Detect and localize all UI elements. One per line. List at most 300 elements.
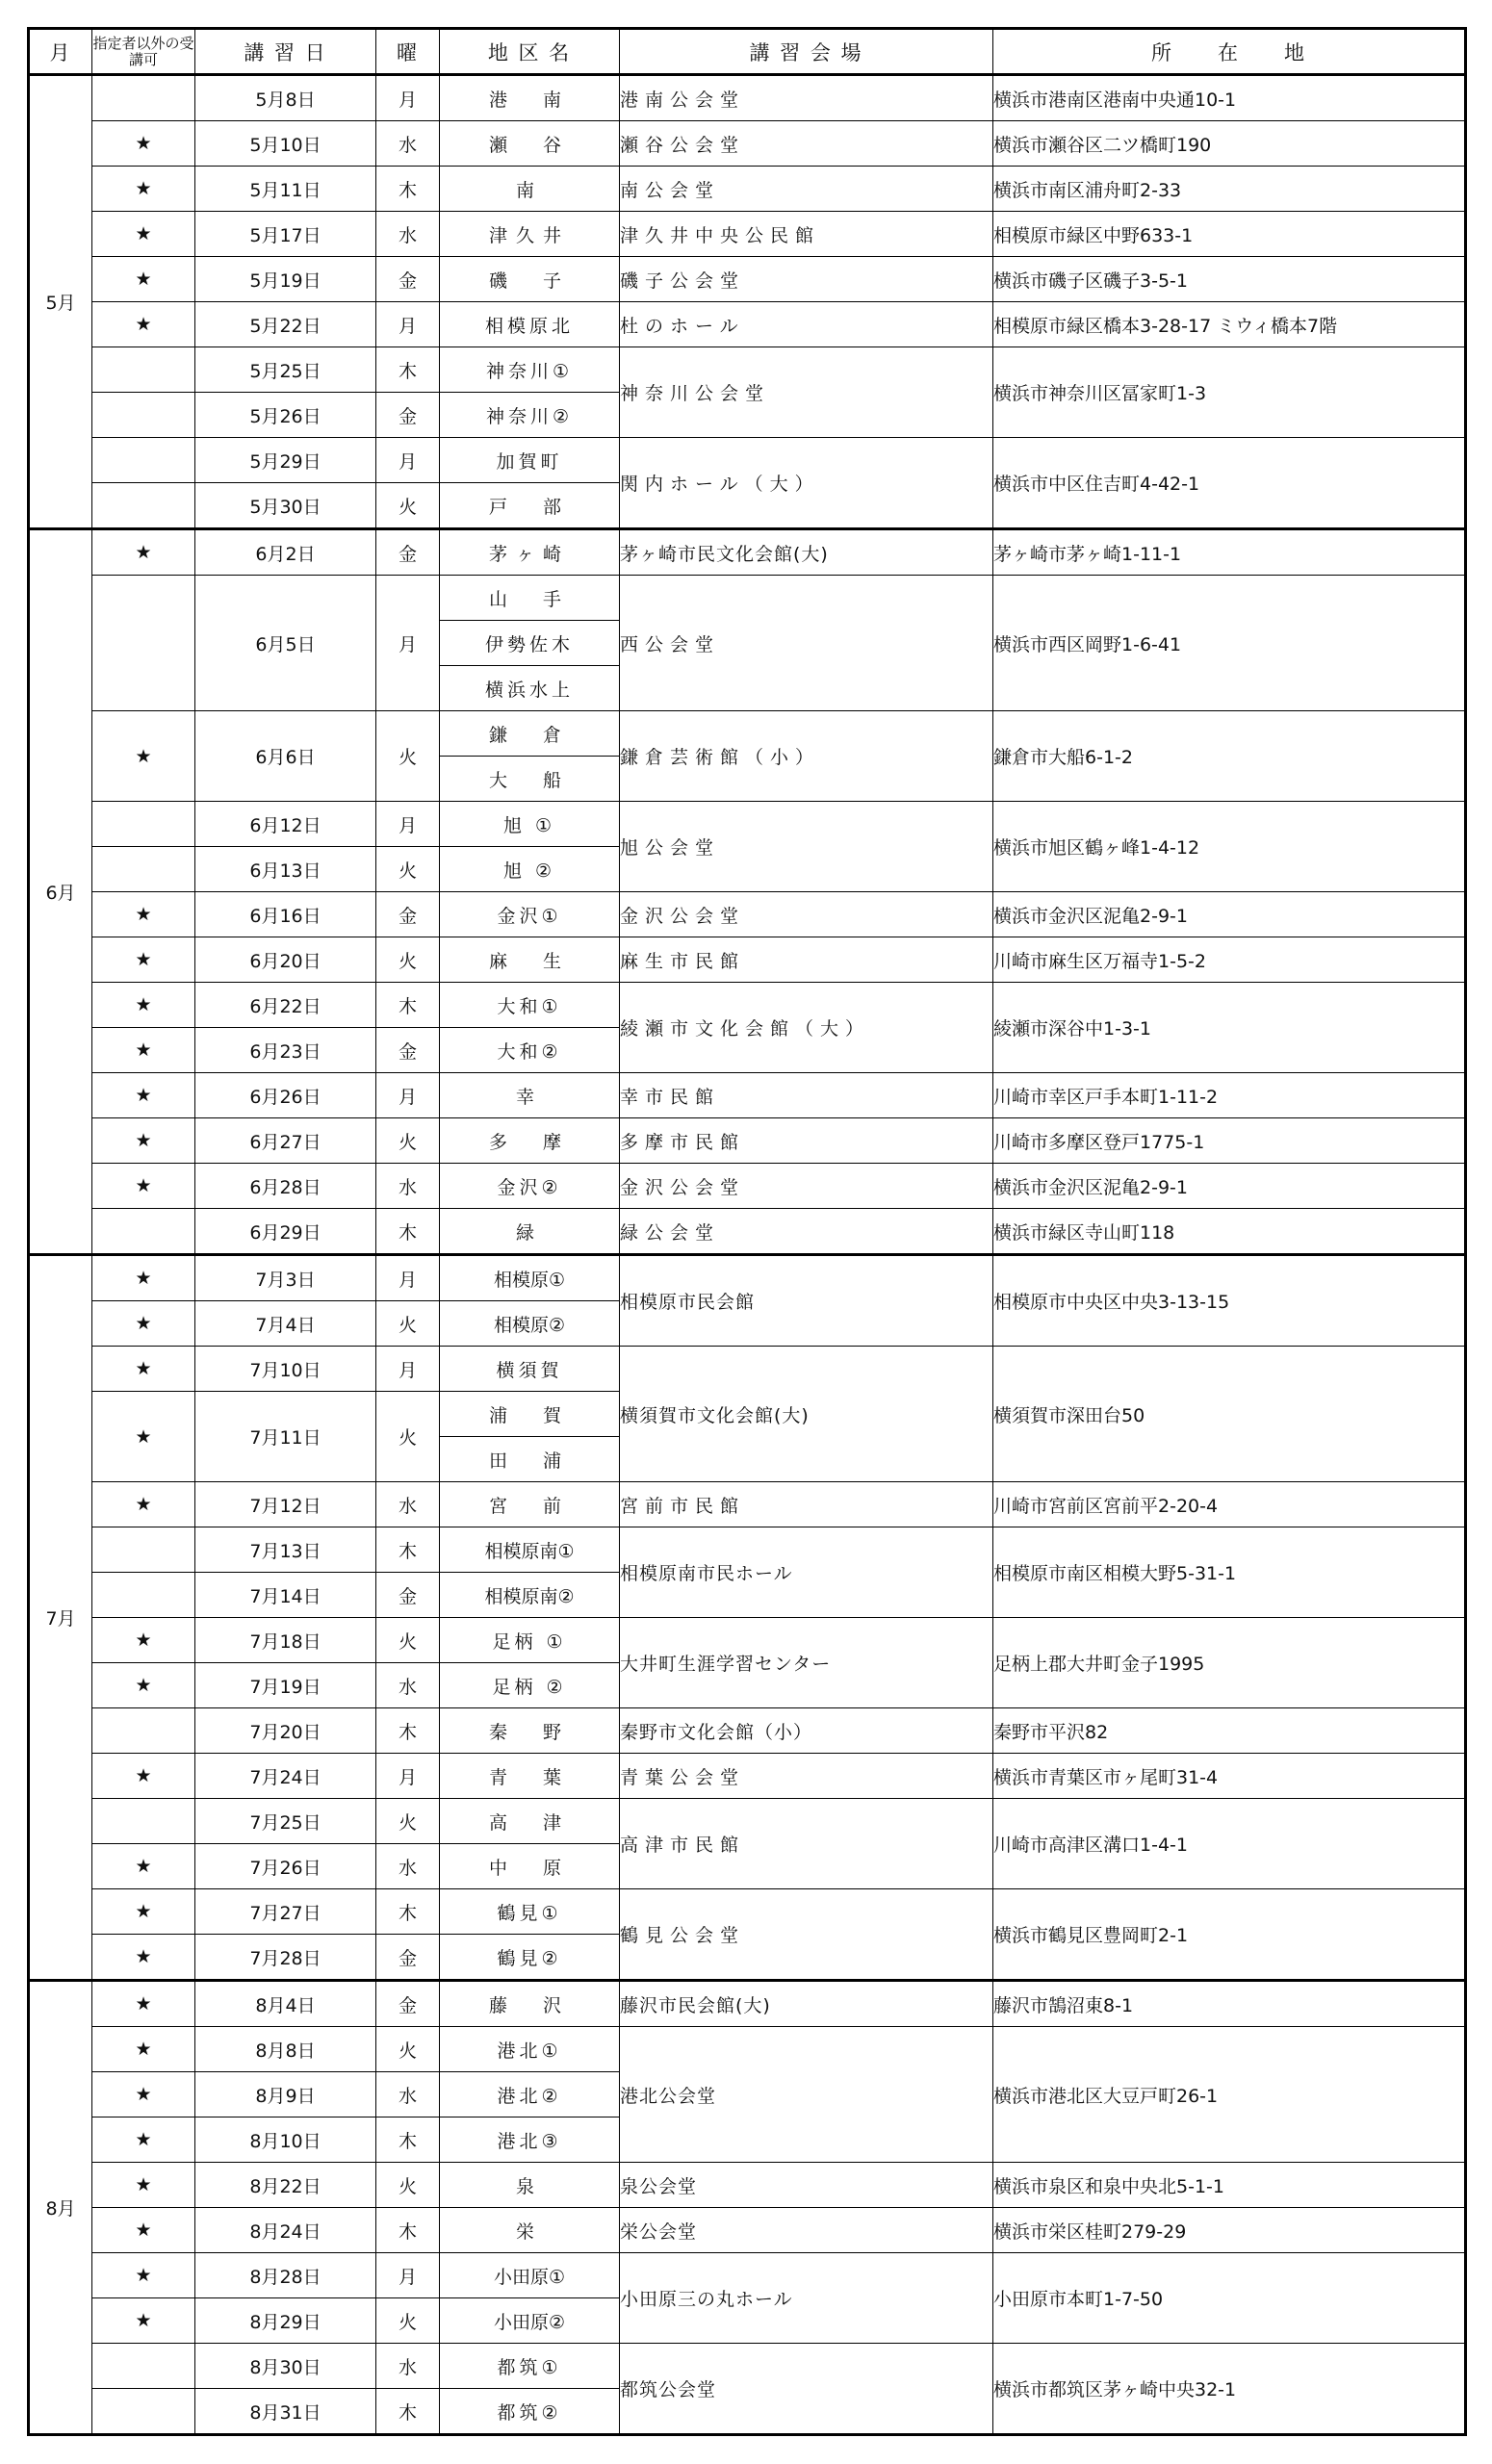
venue-cell: 鎌倉芸術館（小）: [620, 711, 993, 802]
star-mark: ★: [92, 1482, 195, 1527]
date-cell: 8月10日: [195, 2118, 376, 2163]
header-dow: 曜: [376, 29, 440, 75]
date-cell: 5月22日: [195, 302, 376, 347]
date-cell: 7月24日: [195, 1754, 376, 1799]
date-cell: 5月29日: [195, 438, 376, 483]
venue-cell: 緑公会堂: [620, 1209, 993, 1255]
venue-cell: 麻生市民館: [620, 937, 993, 983]
date-cell: 8月24日: [195, 2208, 376, 2253]
address-cell: 横浜市青葉区市ヶ尾町31-4: [993, 1754, 1466, 1799]
district-cell: 港北①: [440, 2027, 620, 2072]
star-mark: ★: [92, 1118, 195, 1164]
date-cell: 6月2日: [195, 529, 376, 576]
venue-cell: 港北公会堂: [620, 2027, 993, 2163]
district-cell: 神奈川②: [440, 393, 620, 438]
date-cell: 6月22日: [195, 983, 376, 1028]
header-date: 講 習 日: [195, 29, 376, 75]
venue-cell: 相模原南市民ホール: [620, 1527, 993, 1618]
star-mark: ★: [92, 167, 195, 212]
district-cell: 港 南: [440, 75, 620, 121]
star-mark: [92, 1708, 195, 1754]
district-cell: 茅ヶ崎: [440, 529, 620, 576]
address-cell: 秦野市平沢82: [993, 1708, 1466, 1754]
district-cell: 藤 沢: [440, 1981, 620, 2027]
venue-cell: 関内ホール（大）: [620, 438, 993, 529]
table-row: [29, 529, 1466, 576]
venue-cell: 港南公会堂: [620, 75, 993, 121]
star-mark: ★: [92, 711, 195, 802]
district-cell: 秦 野: [440, 1708, 620, 1754]
dow-cell: 月: [376, 1073, 440, 1118]
star-mark: ★: [92, 2298, 195, 2344]
district-cell: 田 浦: [440, 1437, 620, 1482]
date-cell: 6月13日: [195, 847, 376, 892]
table-row: [29, 1981, 1466, 2027]
district-cell: 麻 生: [440, 937, 620, 983]
dow-cell: 月: [376, 1754, 440, 1799]
address-cell: 横浜市金沢区泥亀2-9-1: [993, 1164, 1466, 1209]
star-mark: ★: [92, 529, 195, 576]
star-mark: ★: [92, 212, 195, 257]
star-mark: ★: [92, 2027, 195, 2072]
dow-cell: 火: [376, 1618, 440, 1663]
table-row: [29, 2344, 1466, 2389]
district-cell: 磯 子: [440, 257, 620, 302]
address-cell: 横浜市鶴見区豊岡町2-1: [993, 1889, 1466, 1981]
dow-cell: 木: [376, 347, 440, 393]
venue-cell: 神奈川公会堂: [620, 347, 993, 438]
dow-cell: 水: [376, 212, 440, 257]
table-row: [29, 75, 1466, 121]
dow-cell: 月: [376, 576, 440, 711]
star-mark: ★: [92, 892, 195, 937]
star-mark: ★: [92, 1981, 195, 2027]
dow-cell: 月: [376, 1255, 440, 1301]
venue-cell: 相模原市民会館: [620, 1255, 993, 1347]
table-row: [29, 347, 1466, 393]
date-cell: 8月4日: [195, 1981, 376, 2027]
star-mark: ★: [92, 2118, 195, 2163]
table-row: [29, 892, 1466, 937]
table-row: [29, 1618, 1466, 1663]
dow-cell: 金: [376, 892, 440, 937]
star-mark: ★: [92, 1301, 195, 1347]
address-cell: 横浜市金沢区泥亀2-9-1: [993, 892, 1466, 937]
venue-cell: 旭公会堂: [620, 802, 993, 892]
dow-cell: 火: [376, 1118, 440, 1164]
header-row: [29, 29, 1466, 75]
venue-cell: 鶴見公会堂: [620, 1889, 993, 1981]
header-address: 所 在 地: [993, 29, 1466, 75]
dow-cell: 水: [376, 1164, 440, 1209]
district-cell: 栄: [440, 2208, 620, 2253]
venue-cell: 大井町生涯学習センター: [620, 1618, 993, 1708]
venue-cell: 西公会堂: [620, 576, 993, 711]
schedule-sheet: [27, 27, 1467, 2436]
venue-cell: 杜のホール: [620, 302, 993, 347]
district-cell: 幸: [440, 1073, 620, 1118]
table-row: [29, 121, 1466, 167]
dow-cell: 木: [376, 1209, 440, 1255]
star-mark: ★: [92, 1028, 195, 1073]
table-row: [29, 711, 1466, 757]
table-row: [29, 257, 1466, 302]
venue-cell: 瀬谷公会堂: [620, 121, 993, 167]
date-cell: 7月26日: [195, 1844, 376, 1889]
date-cell: 8月31日: [195, 2389, 376, 2435]
date-cell: 6月26日: [195, 1073, 376, 1118]
header-other-attendees: 指定者以外の受講可: [92, 29, 195, 75]
month-cell: 7月: [29, 1255, 92, 1981]
star-mark: [92, 576, 195, 711]
dow-cell: 火: [376, 1799, 440, 1844]
table-row: [29, 1209, 1466, 1255]
star-mark: ★: [92, 1347, 195, 1392]
dow-cell: 火: [376, 711, 440, 802]
star-mark: ★: [92, 302, 195, 347]
address-cell: 横須賀市深田台50: [993, 1347, 1466, 1482]
dow-cell: 水: [376, 121, 440, 167]
star-mark: ★: [92, 2072, 195, 2118]
dow-cell: 金: [376, 257, 440, 302]
date-cell: 7月11日: [195, 1392, 376, 1482]
dow-cell: 金: [376, 1981, 440, 2027]
venue-cell: 津久井中央公民館: [620, 212, 993, 257]
date-cell: 8月22日: [195, 2163, 376, 2208]
dow-cell: 月: [376, 802, 440, 847]
table-row: [29, 2253, 1466, 2298]
star-mark: ★: [92, 937, 195, 983]
star-mark: ★: [92, 2208, 195, 2253]
date-cell: 6月27日: [195, 1118, 376, 1164]
district-cell: 南: [440, 167, 620, 212]
star-mark: ★: [92, 1663, 195, 1708]
header-month: 月: [29, 29, 92, 75]
dow-cell: 木: [376, 1889, 440, 1935]
dow-cell: 木: [376, 2208, 440, 2253]
dow-cell: 水: [376, 2072, 440, 2118]
venue-cell: 綾瀬市文化会館（大）: [620, 983, 993, 1073]
district-cell: 鶴見②: [440, 1935, 620, 1981]
dow-cell: 木: [376, 1708, 440, 1754]
schedule-table: [27, 27, 1467, 2436]
district-cell: 緑: [440, 1209, 620, 1255]
district-cell: 相模原北: [440, 302, 620, 347]
district-cell: 小田原①: [440, 2253, 620, 2298]
date-cell: 5月30日: [195, 483, 376, 529]
date-cell: 8月28日: [195, 2253, 376, 2298]
star-mark: [92, 438, 195, 483]
dow-cell: 木: [376, 1527, 440, 1573]
district-cell: 旭 ②: [440, 847, 620, 892]
star-mark: ★: [92, 1889, 195, 1935]
date-cell: 7月10日: [195, 1347, 376, 1392]
header-district: 地 区 名: [440, 29, 620, 75]
district-cell: 都筑②: [440, 2389, 620, 2435]
star-mark: [92, 75, 195, 121]
address-cell: 足柄上郡大井町金子1995: [993, 1618, 1466, 1708]
venue-cell: 高津市民館: [620, 1799, 993, 1889]
venue-cell: 栄公会堂: [620, 2208, 993, 2253]
date-cell: 5月25日: [195, 347, 376, 393]
address-cell: 茅ヶ崎市茅ヶ崎1-11-1: [993, 529, 1466, 576]
table-row: [29, 438, 1466, 483]
district-cell: 金沢②: [440, 1164, 620, 1209]
star-mark: ★: [92, 1754, 195, 1799]
address-cell: 横浜市神奈川区冨家町1-3: [993, 347, 1466, 438]
date-cell: 8月9日: [195, 2072, 376, 2118]
address-cell: 横浜市港北区大豆戸町26-1: [993, 2027, 1466, 2163]
date-cell: 6月29日: [195, 1209, 376, 1255]
dow-cell: 金: [376, 393, 440, 438]
star-mark: [92, 1209, 195, 1255]
address-cell: 相模原市緑区中野633-1: [993, 212, 1466, 257]
address-cell: 鎌倉市大船6-1-2: [993, 711, 1466, 802]
date-cell: 7月12日: [195, 1482, 376, 1527]
table-row: [29, 1073, 1466, 1118]
address-cell: 横浜市泉区和泉中央北5-1-1: [993, 2163, 1466, 2208]
dow-cell: 金: [376, 1935, 440, 1981]
dow-cell: 金: [376, 529, 440, 576]
star-mark: [92, 393, 195, 438]
dow-cell: 火: [376, 483, 440, 529]
date-cell: 6月28日: [195, 1164, 376, 1209]
date-cell: 7月13日: [195, 1527, 376, 1573]
star-mark: ★: [92, 1844, 195, 1889]
address-cell: 川崎市幸区戸手本町1-11-2: [993, 1073, 1466, 1118]
dow-cell: 火: [376, 1392, 440, 1482]
district-cell: 鶴見①: [440, 1889, 620, 1935]
month-cell: 8月: [29, 1981, 92, 2435]
dow-cell: 火: [376, 847, 440, 892]
dow-cell: 水: [376, 2344, 440, 2389]
district-cell: 戸 部: [440, 483, 620, 529]
venue-cell: 幸市民館: [620, 1073, 993, 1118]
district-cell: 神奈川①: [440, 347, 620, 393]
date-cell: 7月28日: [195, 1935, 376, 1981]
dow-cell: 火: [376, 937, 440, 983]
date-cell: 6月5日: [195, 576, 376, 711]
date-cell: 7月20日: [195, 1708, 376, 1754]
address-cell: 綾瀬市深谷中1-3-1: [993, 983, 1466, 1073]
month-cell: 5月: [29, 75, 92, 529]
header-venue: 講 習 会 場: [620, 29, 993, 75]
venue-cell: 藤沢市民会館(大): [620, 1981, 993, 2027]
dow-cell: 火: [376, 1301, 440, 1347]
date-cell: 5月19日: [195, 257, 376, 302]
date-cell: 5月8日: [195, 75, 376, 121]
date-cell: 5月17日: [195, 212, 376, 257]
date-cell: 8月8日: [195, 2027, 376, 2072]
table-row: [29, 1482, 1466, 1527]
district-cell: 都筑①: [440, 2344, 620, 2389]
venue-cell: 小田原三の丸ホール: [620, 2253, 993, 2344]
district-cell: 港北③: [440, 2118, 620, 2163]
star-mark: [92, 847, 195, 892]
dow-cell: 火: [376, 2027, 440, 2072]
table-row: [29, 1799, 1466, 1844]
date-cell: 6月23日: [195, 1028, 376, 1073]
star-mark: [92, 802, 195, 847]
table-row: [29, 983, 1466, 1028]
dow-cell: 水: [376, 1844, 440, 1889]
district-cell: 浦 賀: [440, 1392, 620, 1437]
star-mark: ★: [92, 983, 195, 1028]
date-cell: 5月10日: [195, 121, 376, 167]
district-cell: 大 船: [440, 757, 620, 802]
district-cell: 足柄 ②: [440, 1663, 620, 1708]
star-mark: ★: [92, 1255, 195, 1301]
district-cell: 中 原: [440, 1844, 620, 1889]
venue-cell: 青葉公会堂: [620, 1754, 993, 1799]
address-cell: 横浜市港南区港南中央通10-1: [993, 75, 1466, 121]
address-cell: 横浜市南区浦舟町2-33: [993, 167, 1466, 212]
dow-cell: 金: [376, 1028, 440, 1073]
table-row: [29, 2208, 1466, 2253]
star-mark: ★: [92, 1164, 195, 1209]
table-row: [29, 1527, 1466, 1573]
dow-cell: 水: [376, 1482, 440, 1527]
address-cell: 相模原市中央区中央3-13-15: [993, 1255, 1466, 1347]
address-cell: 川崎市麻生区万福寺1-5-2: [993, 937, 1466, 983]
district-cell: 相模原②: [440, 1301, 620, 1347]
venue-cell: 多摩市民館: [620, 1118, 993, 1164]
star-mark: ★: [92, 1935, 195, 1981]
address-cell: 川崎市多摩区登戸1775-1: [993, 1118, 1466, 1164]
date-cell: 7月19日: [195, 1663, 376, 1708]
dow-cell: 木: [376, 167, 440, 212]
district-cell: 横須賀: [440, 1347, 620, 1392]
district-cell: 加賀町: [440, 438, 620, 483]
dow-cell: 木: [376, 983, 440, 1028]
date-cell: 7月25日: [195, 1799, 376, 1844]
star-mark: [92, 1527, 195, 1573]
date-cell: 7月18日: [195, 1618, 376, 1663]
star-mark: ★: [92, 2163, 195, 2208]
address-cell: 川崎市宮前区宮前平2-20-4: [993, 1482, 1466, 1527]
star-mark: ★: [92, 121, 195, 167]
district-cell: 足柄 ①: [440, 1618, 620, 1663]
dow-cell: 月: [376, 2253, 440, 2298]
district-cell: 横浜水上: [440, 666, 620, 711]
star-mark: [92, 1799, 195, 1844]
date-cell: 6月16日: [195, 892, 376, 937]
dow-cell: 金: [376, 1573, 440, 1618]
district-cell: 伊勢佐木: [440, 621, 620, 666]
star-mark: ★: [92, 1618, 195, 1663]
month-cell: 6月: [29, 529, 92, 1255]
date-cell: 7月27日: [195, 1889, 376, 1935]
star-mark: ★: [92, 257, 195, 302]
table-row: [29, 576, 1466, 621]
dow-cell: 水: [376, 1663, 440, 1708]
table-row: [29, 1347, 1466, 1392]
address-cell: 相模原市南区相模大野5-31-1: [993, 1527, 1466, 1618]
address-cell: 横浜市栄区桂町279-29: [993, 2208, 1466, 2253]
district-cell: 小田原②: [440, 2298, 620, 2344]
table-row: [29, 1164, 1466, 1209]
table-row: [29, 1754, 1466, 1799]
district-cell: 大和②: [440, 1028, 620, 1073]
address-cell: 藤沢市鵠沼東8-1: [993, 1981, 1466, 2027]
date-cell: 7月14日: [195, 1573, 376, 1618]
district-cell: 相模原①: [440, 1255, 620, 1301]
dow-cell: 月: [376, 75, 440, 121]
address-cell: 小田原市本町1-7-50: [993, 2253, 1466, 2344]
dow-cell: 月: [376, 302, 440, 347]
district-cell: 大和①: [440, 983, 620, 1028]
district-cell: 瀬 谷: [440, 121, 620, 167]
district-cell: 宮 前: [440, 1482, 620, 1527]
venue-cell: 泉公会堂: [620, 2163, 993, 2208]
date-cell: 8月30日: [195, 2344, 376, 2389]
date-cell: 7月4日: [195, 1301, 376, 1347]
address-cell: 相模原市緑区橋本3-28-17 ミウィ橋本7階: [993, 302, 1466, 347]
table-row: [29, 2027, 1466, 2072]
table-row: [29, 1708, 1466, 1754]
address-cell: 横浜市瀬谷区二ツ橋町190: [993, 121, 1466, 167]
address-cell: 横浜市旭区鶴ヶ峰1-4-12: [993, 802, 1466, 892]
district-cell: 鎌 倉: [440, 711, 620, 757]
dow-cell: 火: [376, 2163, 440, 2208]
venue-cell: 金沢公会堂: [620, 892, 993, 937]
table-row: [29, 1118, 1466, 1164]
date-cell: 6月20日: [195, 937, 376, 983]
district-cell: 多 摩: [440, 1118, 620, 1164]
address-cell: 横浜市都筑区茅ヶ崎中央32-1: [993, 2344, 1466, 2435]
address-cell: 川崎市高津区溝口1-4-1: [993, 1799, 1466, 1889]
star-mark: [92, 483, 195, 529]
venue-cell: 秦野市文化会館（小）: [620, 1708, 993, 1754]
venue-cell: 宮前市民館: [620, 1482, 993, 1527]
venue-cell: 横須賀市文化会館(大): [620, 1347, 993, 1482]
district-cell: 旭 ①: [440, 802, 620, 847]
table-row: [29, 212, 1466, 257]
table-row: [29, 937, 1466, 983]
date-cell: 5月26日: [195, 393, 376, 438]
date-cell: 5月11日: [195, 167, 376, 212]
star-mark: [92, 1573, 195, 1618]
district-cell: 相模原南②: [440, 1573, 620, 1618]
district-cell: 山 手: [440, 576, 620, 621]
address-cell: 横浜市中区住吉町4-42-1: [993, 438, 1466, 529]
district-cell: 相模原南①: [440, 1527, 620, 1573]
table-row: [29, 302, 1466, 347]
star-mark: [92, 2389, 195, 2435]
table-row: [29, 167, 1466, 212]
star-mark: [92, 347, 195, 393]
district-cell: 泉: [440, 2163, 620, 2208]
district-cell: 青 葉: [440, 1754, 620, 1799]
dow-cell: 月: [376, 1347, 440, 1392]
address-cell: 横浜市緑区寺山町118: [993, 1209, 1466, 1255]
star-mark: ★: [92, 1073, 195, 1118]
venue-cell: 磯子公会堂: [620, 257, 993, 302]
date-cell: 8月29日: [195, 2298, 376, 2344]
table-row: [29, 1255, 1466, 1301]
address-cell: 横浜市磯子区磯子3-5-1: [993, 257, 1466, 302]
table-row: [29, 1889, 1466, 1935]
dow-cell: 火: [376, 2298, 440, 2344]
venue-cell: 金沢公会堂: [620, 1164, 993, 1209]
star-mark: ★: [92, 2253, 195, 2298]
dow-cell: 月: [376, 438, 440, 483]
star-mark: ★: [92, 1392, 195, 1482]
venue-cell: 都筑公会堂: [620, 2344, 993, 2435]
address-cell: 横浜市西区岡野1-6-41: [993, 576, 1466, 711]
venue-cell: 茅ヶ崎市民文化会館(大): [620, 529, 993, 576]
date-cell: 7月3日: [195, 1255, 376, 1301]
